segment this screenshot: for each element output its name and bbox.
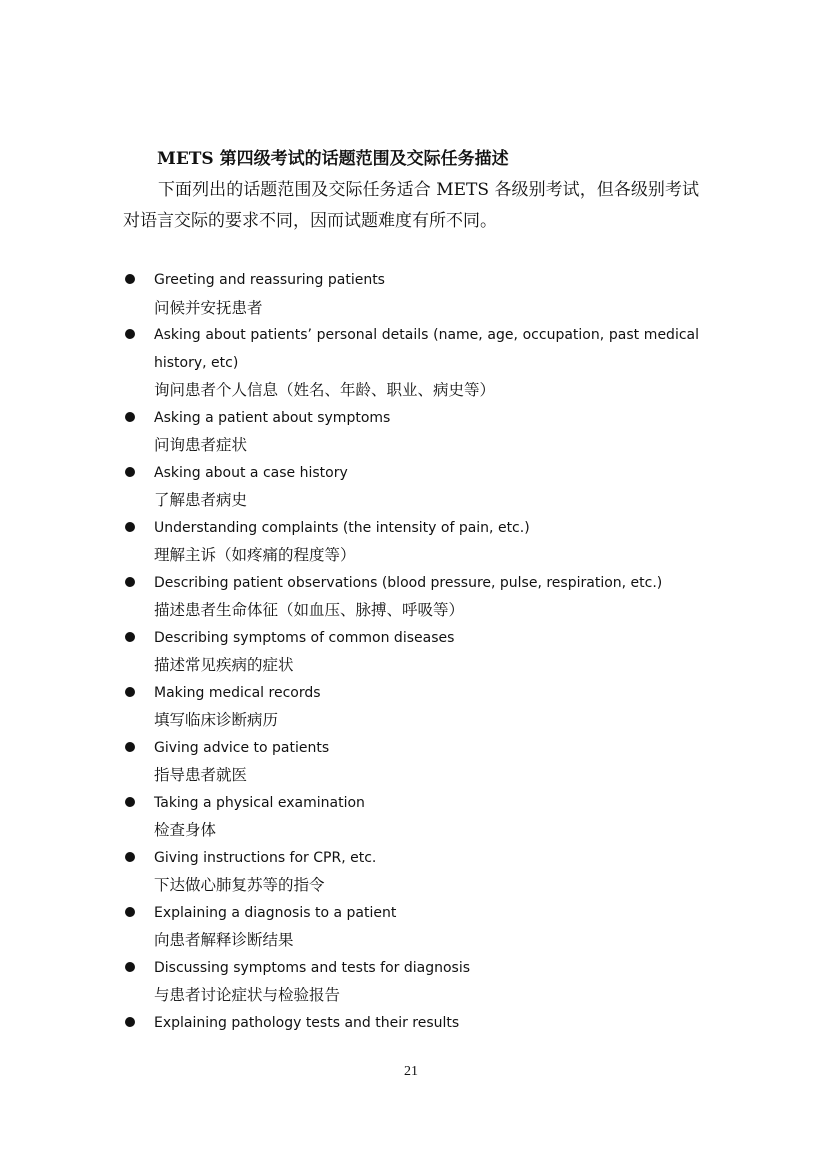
english-topic: Making medical records — [154, 684, 321, 701]
english-topic: Explaining pathology tests and their results — [154, 1014, 460, 1031]
list-item — [123, 460, 699, 515]
bullet-icon — [125, 852, 135, 862]
bullet-icon — [125, 329, 135, 339]
english-topic: Describing symptoms of common diseases — [154, 629, 455, 646]
topic-list — [123, 267, 699, 1037]
english-topic: Giving advice to patients — [154, 739, 330, 756]
english-topic: Discussing symptoms and tests for diagnosis — [154, 959, 471, 976]
english-topic: Asking a patient about symptoms — [154, 409, 391, 426]
chinese-topic: 问候并安抚患者 — [154, 298, 263, 317]
list-item — [123, 955, 699, 1010]
english-topic: Describing patient observations (blood pressure, pulse, respiration, etc.) — [154, 574, 663, 591]
english-topic: Asking about patients’ personal details (name, age, occupation, past medical history, etc) — [154, 327, 699, 371]
english-topic: Giving instructions for CPR, etc. — [154, 849, 377, 866]
bullet-icon — [125, 797, 135, 807]
bullet-icon — [125, 742, 135, 752]
bullet-icon — [125, 412, 135, 422]
chinese-topic: 下达做心肺复苏等的指令 — [154, 876, 325, 894]
list-item — [123, 735, 699, 790]
list-item — [123, 845, 699, 900]
document-title: METS 第四级考试的话题范围及交际任务描述 — [157, 149, 509, 169]
english-topic: Taking a physical examination — [154, 794, 365, 811]
bullet-icon — [125, 632, 135, 642]
list-item — [123, 322, 699, 405]
intro-paragraph: 下面列出的话题范围及交际任务适合 METS 各级别考试，但各级别考试对语言交际的要求不同，因而试题难度有所不同。 — [123, 180, 699, 231]
bullet-icon — [125, 274, 135, 284]
list-item — [123, 515, 699, 570]
chinese-topic: 指导患者就医 — [154, 766, 248, 784]
english-topic: Understanding complaints (the intensity of pain, etc.) — [154, 519, 530, 536]
bullet-icon — [125, 962, 135, 972]
list-item — [123, 267, 699, 322]
list-item — [123, 570, 699, 625]
list-item — [123, 625, 699, 680]
english-topic: Explaining a diagnosis to a patient — [154, 904, 397, 921]
bullet-icon — [125, 1017, 135, 1027]
bullet-icon — [125, 687, 135, 697]
bullet-icon — [125, 907, 135, 917]
bullet-icon — [125, 467, 135, 477]
chinese-topic: 理解主诉（如疼痛的程度等） — [154, 546, 356, 564]
list-item — [123, 1010, 699, 1038]
page-number: 21 — [404, 1064, 418, 1079]
chinese-topic: 问询患者症状 — [154, 436, 248, 454]
chinese-topic: 描述患者生命体征（如血压、脉搏、呼吸等） — [154, 601, 465, 619]
chinese-topic: 询问患者个人信息（姓名、年龄、职业、病史等） — [154, 381, 496, 399]
chinese-topic: 向患者解释诊断结果 — [154, 931, 294, 949]
chinese-topic: 填写临床诊断病历 — [154, 711, 279, 729]
list-item — [123, 405, 699, 460]
list-item — [123, 790, 699, 845]
list-item — [123, 680, 699, 735]
chinese-topic: 检查身体 — [154, 821, 217, 839]
bullet-icon — [125, 577, 135, 587]
bullet-icon — [125, 522, 135, 532]
list-item — [123, 900, 699, 955]
chinese-topic: 了解患者病史 — [154, 491, 248, 509]
english-topic: Greeting and reassuring patients — [154, 272, 385, 288]
chinese-topic: 描述常见疾病的症状 — [154, 656, 294, 674]
chinese-topic: 与患者讨论症状与检验报告 — [154, 986, 341, 1004]
english-topic: Asking about a case history — [154, 464, 348, 481]
